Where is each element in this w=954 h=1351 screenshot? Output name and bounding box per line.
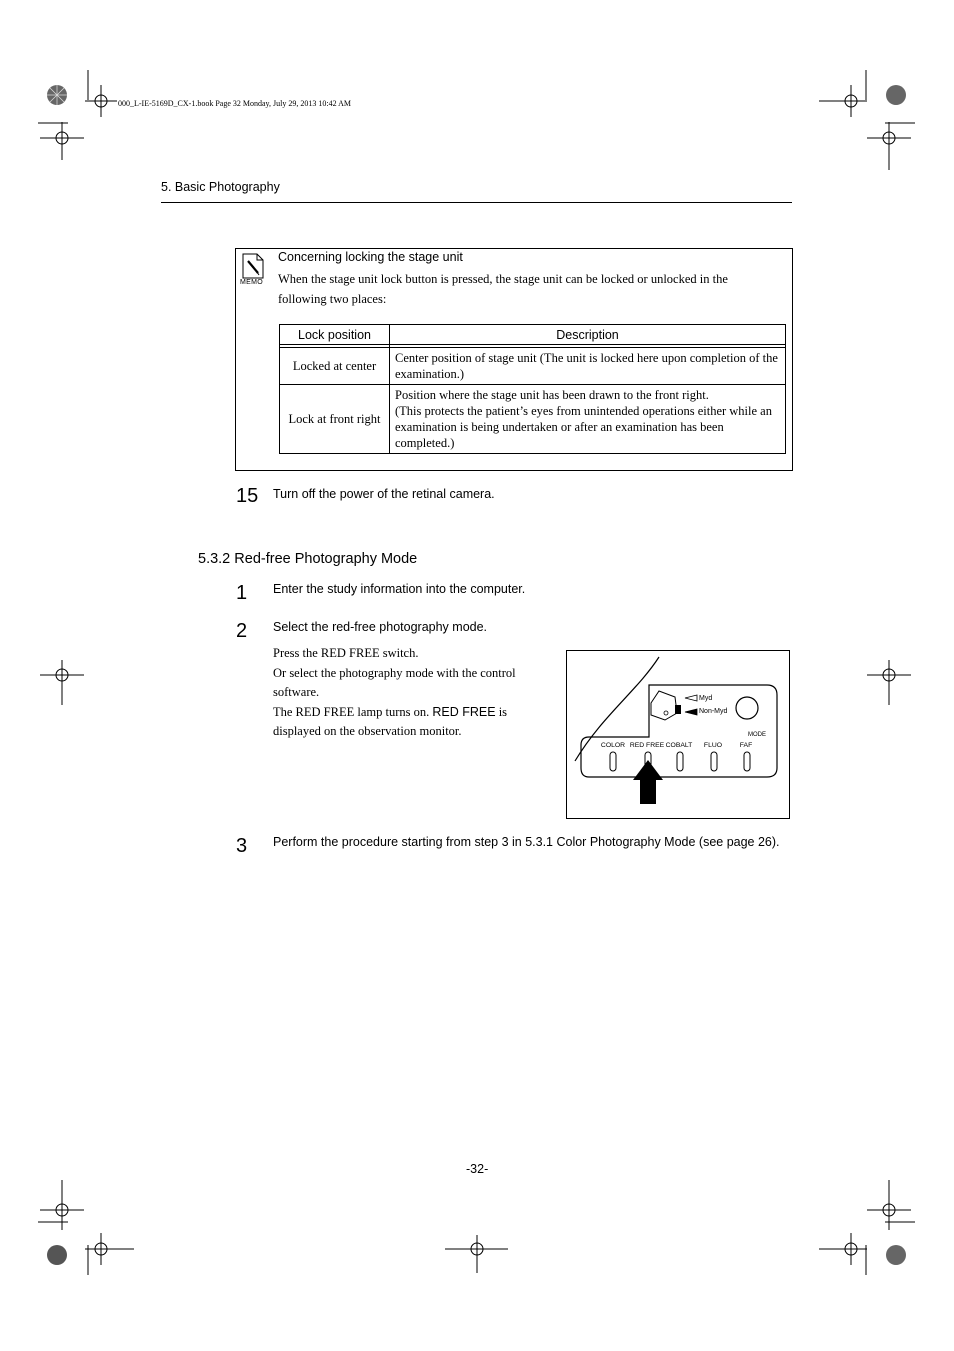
table-cell: Lock at front right — [280, 385, 390, 454]
registration-mark — [866, 660, 916, 710]
header-rule — [161, 202, 792, 203]
mode-label-red-free: RED FREE — [629, 742, 665, 749]
step-number: 15 — [236, 485, 259, 507]
registration-mark — [38, 70, 138, 160]
lock-position-table — [279, 324, 786, 454]
myd-label: Myd — [699, 695, 713, 702]
body-line: Press the RED FREE switch. — [273, 646, 419, 660]
step-number: 3 — [236, 835, 248, 857]
table-row — [280, 385, 786, 454]
arrow-icon — [633, 760, 663, 804]
step-text: Enter the study information into the computer. — [273, 582, 526, 596]
table-header: Lock position — [280, 325, 390, 345]
step-text: Turn off the power of the retinal camera. — [273, 487, 495, 501]
mode-label-fluo: FLUO — [703, 742, 723, 749]
table-cell: Locked at center — [280, 348, 390, 385]
lamp-color — [610, 752, 616, 771]
mode-label-color: COLOR — [600, 742, 626, 749]
step-2-body — [273, 644, 543, 742]
running-head: 5. Basic Photography — [161, 180, 280, 194]
mode-label-cobalt: COBALT — [665, 742, 693, 749]
mode-label-faf: FAF — [739, 742, 753, 749]
memo-text: When the stage unit lock button is pressed, the stage unit can be locked or unlocked in the following two places: — [278, 272, 728, 306]
body-line: Or select the photography mode with the control software. — [273, 665, 516, 699]
registration-mark — [816, 70, 916, 175]
control-panel-figure — [566, 650, 790, 819]
step-text: Perform the procedure starting from step 3 in 5.3.1 Color Photography Mode (see page 26). — [273, 835, 780, 849]
body-line: The RED FREE lamp turns on. RED FREE is displayed on the observation monitor. — [273, 704, 508, 738]
registration-mark — [440, 1235, 510, 1275]
red-free-label: RED FREE — [432, 704, 496, 719]
memo-title: Concerning locking the stage unit — [278, 250, 463, 264]
step-text: Select the red-free photography mode. — [273, 620, 488, 634]
step-number: 2 — [236, 620, 248, 642]
registration-mark — [816, 1175, 916, 1280]
table-cell: Center position of stage unit (The unit is locked here upon completion of the examination.) — [390, 348, 786, 385]
book-info-line: 000_L-IE-5169D_CX-1.book Page 32 Monday, July 29, 2013 10:42 AM — [118, 99, 352, 108]
section-title: 5.3.2 Red-free Photography Mode — [198, 551, 418, 567]
table-header: Description — [390, 325, 786, 345]
lamp-fluo — [711, 752, 717, 771]
table-row — [280, 348, 786, 385]
memo-label: MEMO — [240, 279, 263, 286]
registration-mark — [38, 660, 88, 710]
non-myd-label: Non-Myd — [699, 708, 728, 715]
mode-switch-icon — [736, 697, 758, 719]
table-cell: Position where the stage unit has been drawn to the front right. (This protects the patient’s eyes from unintended operations either while an examination is being undertaken or after an examination has been completed.) — [390, 385, 786, 454]
registration-mark — [38, 1175, 148, 1280]
step-number: 1 — [236, 582, 248, 604]
page-number: -32- — [466, 1162, 489, 1176]
mode-label: MODE — [748, 732, 766, 738]
lamp-faf — [744, 752, 750, 771]
lamp-cobalt — [677, 752, 683, 771]
